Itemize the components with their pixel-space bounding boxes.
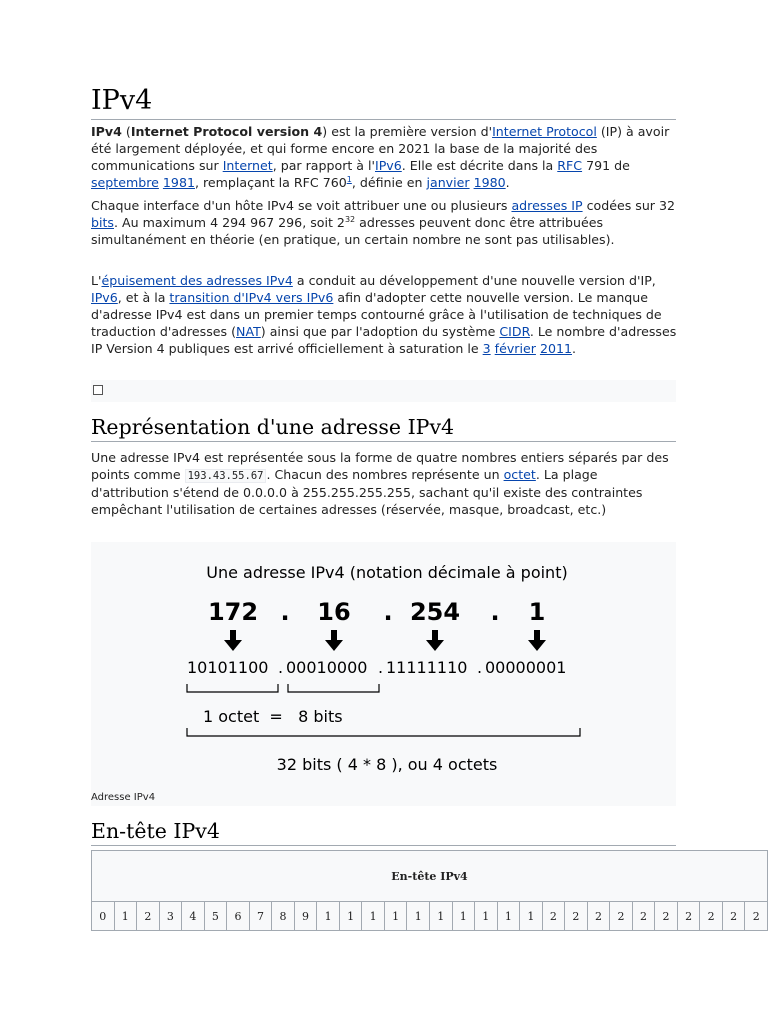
text: ) ainsi que par l'adoption du système [260, 323, 500, 339]
text: . Le nombre d'adresses IP Version 4 publiques est arrivé officiellement à saturation le [91, 323, 677, 356]
octet-value-3: 254 [409, 598, 461, 626]
link-ipv6[interactable]: IPv6 [91, 289, 118, 305]
dot-separator: . [490, 598, 500, 626]
dot-separator: . [477, 658, 483, 677]
text: , définie en [351, 174, 427, 190]
ipv4-diagram [91, 542, 676, 787]
link-internet-protocol[interactable]: Internet Protocol [492, 124, 597, 139]
table-caption-row [92, 851, 768, 902]
ipv4-address-figure [91, 542, 676, 806]
link-septembre[interactable]: septembre [91, 174, 159, 190]
bit-index-cell: 1 [384, 902, 407, 931]
link-2011[interactable]: 2011 [539, 340, 572, 356]
text: Une adresse IPv4 est représentée sous la forme de quatre nombres entiers séparés par des points comme [91, 450, 669, 482]
bit-index-cell: 6 [227, 902, 250, 931]
bit-index-cell: 0 [92, 902, 115, 931]
link-internet[interactable]: Internet [222, 157, 273, 173]
link-octet[interactable]: octet [503, 466, 536, 482]
term-ipv4: IPv4 [91, 124, 122, 139]
bit-index-cell: 2 [677, 902, 700, 931]
down-arrow-icon [224, 630, 242, 651]
figure-caption: Adresse IPv4 [91, 792, 156, 803]
bit-index-cell: 2 [565, 902, 588, 931]
dot-separator: . [378, 658, 384, 677]
addressing-paragraph [91, 198, 679, 249]
bit-index-cell: 1 [475, 902, 498, 931]
bit-index-cell: 7 [249, 902, 272, 931]
link-bits[interactable]: bits [91, 214, 114, 230]
octet-value-1: 172 [207, 598, 259, 626]
text: . La plage d'attribution s'étend de 0.0.0.0 à 255.255.255.255, sachant qu'il existe des contraintes empêchant l'utilisation de certaines adresses (réservée, masque, broadcast, etc.) [91, 466, 643, 517]
bit-index-cell: 2 [655, 902, 678, 931]
bit-index-cell: 1 [362, 902, 385, 931]
link-cidr[interactable]: CIDR [499, 323, 530, 339]
bit-index-cell: 1 [429, 902, 452, 931]
arrow-icons [224, 630, 546, 651]
binary-octet-1: 10101100 [187, 658, 269, 677]
link-adresses-ip[interactable]: adresses IP [511, 198, 583, 213]
address-bracket [187, 728, 580, 736]
section-heading-header: En-tête IPv4 [91, 818, 676, 846]
bit-index-cell: 4 [182, 902, 205, 931]
bit-index-cell: 2 [587, 902, 610, 931]
bit-index-cell: 1 [452, 902, 475, 931]
link-1981[interactable]: 1981 [162, 174, 195, 190]
text: a conduit au développement d'une nouvelle version d'IP, [292, 273, 656, 288]
bit-index-cell: 2 [632, 902, 655, 931]
down-arrow-icon [528, 630, 546, 651]
text: . Chacun des nombres représente un [266, 466, 504, 482]
down-arrow-icon [325, 630, 343, 651]
ipv4-header-table-wrapper [91, 850, 768, 934]
byte-bracket [288, 684, 379, 692]
bit-index-cell: 2 [542, 902, 565, 931]
binary-octet-4: 00000001 [485, 658, 567, 677]
text: , par rapport à l' [272, 157, 375, 173]
text: . [505, 174, 510, 190]
link-transition[interactable]: transition d'IPv4 vers IPv6 [169, 289, 334, 305]
link-1980[interactable]: 1980 [473, 174, 506, 190]
bit-index-cell: 1 [114, 902, 137, 931]
octet-value-4: 1 [528, 598, 546, 626]
octet-value-2: 16 [317, 598, 351, 626]
link-nat[interactable]: NAT [236, 323, 261, 339]
bit-index-cell: 2 [745, 902, 768, 931]
bit-index-cell: 8 [272, 902, 295, 931]
bit-index-cell: 9 [294, 902, 317, 931]
bit-index-cell: 2 [722, 902, 745, 931]
exhaustion-paragraph [91, 273, 679, 358]
bit-index-cell: 3 [159, 902, 182, 931]
bit-index-row [92, 902, 768, 931]
text: . Elle est décrite dans la [401, 157, 558, 173]
text: Chaque interface d'un hôte IPv4 se voit attribuer une ou plusieurs [91, 198, 512, 213]
ipv4-header-table [91, 850, 768, 931]
bit-index-cell: 2 [137, 902, 160, 931]
page-title: IPv4 [91, 84, 676, 120]
bit-index-cell: 1 [520, 902, 543, 931]
diagram-title: Une adresse IPv4 (notation décimale à point) [206, 563, 568, 582]
toc-checkbox[interactable] [93, 385, 103, 395]
total-bits-label: 32 bits ( 4 * 8 ), ou 4 octets [276, 755, 498, 774]
bit-index-cell: 1 [339, 902, 362, 931]
bit-index-cell: 1 [407, 902, 430, 931]
octet-bracket [187, 684, 278, 692]
link-rfc[interactable]: RFC [557, 157, 583, 173]
representation-paragraph [91, 450, 679, 519]
dot-separator: . [278, 658, 284, 677]
text: 791 de [582, 157, 630, 173]
bit-index-cell: 1 [317, 902, 340, 931]
octet-equals-bits-label: 1 octet = 8 bits [203, 707, 343, 726]
dot-separator: . [280, 598, 290, 626]
link-ipv6[interactable]: IPv6 [375, 157, 402, 173]
text: codées sur 32 [582, 198, 676, 213]
binary-octet-3: 11111110 [386, 658, 468, 677]
binary-octet-2: 00010000 [286, 658, 368, 677]
bit-index-cell: 2 [610, 902, 633, 931]
text: , remplaçant la RFC 760 [194, 174, 347, 190]
term-full-name: Internet Protocol version 4 [130, 124, 323, 139]
link-janvier[interactable]: janvier [426, 174, 470, 190]
link-fevrier[interactable]: février [494, 340, 536, 356]
bit-index-cell: 5 [204, 902, 227, 931]
text: (IP) à avoir été largement déployée, et qui forme encore en 2021 la base de la majorité des communications sur [91, 124, 670, 173]
text: ( [121, 124, 131, 139]
text: ) est la première version d' [322, 124, 493, 139]
section-heading-representation: Représentation d'une adresse IPv4 [91, 414, 676, 442]
intro-paragraph [91, 124, 679, 192]
table-caption: En-tête IPv4 [92, 851, 768, 902]
text: . Au maximum 4 294 967 296, soit 2 [114, 214, 345, 230]
bit-index-cell: 2 [700, 902, 723, 931]
text: afin d'adopter cette nouvelle version. Le manque d'adresse IPv4 est dans un premier temps contourné grâce à l'utilisation de techniques de traduction d'adresses ( [91, 289, 662, 339]
down-arrow-icon [426, 630, 444, 651]
text: adresses peuvent donc être attribuées simultanément en théorie (en pratique, un certain nombre ne sont pas utilisables). [91, 214, 615, 247]
link-day-3[interactable]: 3 [482, 340, 491, 356]
toc-toggle-bar [91, 380, 676, 402]
text: , et à la [117, 289, 170, 305]
example-address-code: 193.43.55.67 [185, 469, 267, 483]
link-epuisement[interactable]: épuisement des adresses IPv4 [101, 273, 293, 288]
bit-index-cell: 1 [497, 902, 520, 931]
exponent: 32 [344, 214, 356, 224]
text: L' [91, 273, 102, 288]
reference-link[interactable]: 1 [346, 174, 352, 184]
dot-separator: . [383, 598, 393, 626]
text: . [572, 340, 577, 356]
